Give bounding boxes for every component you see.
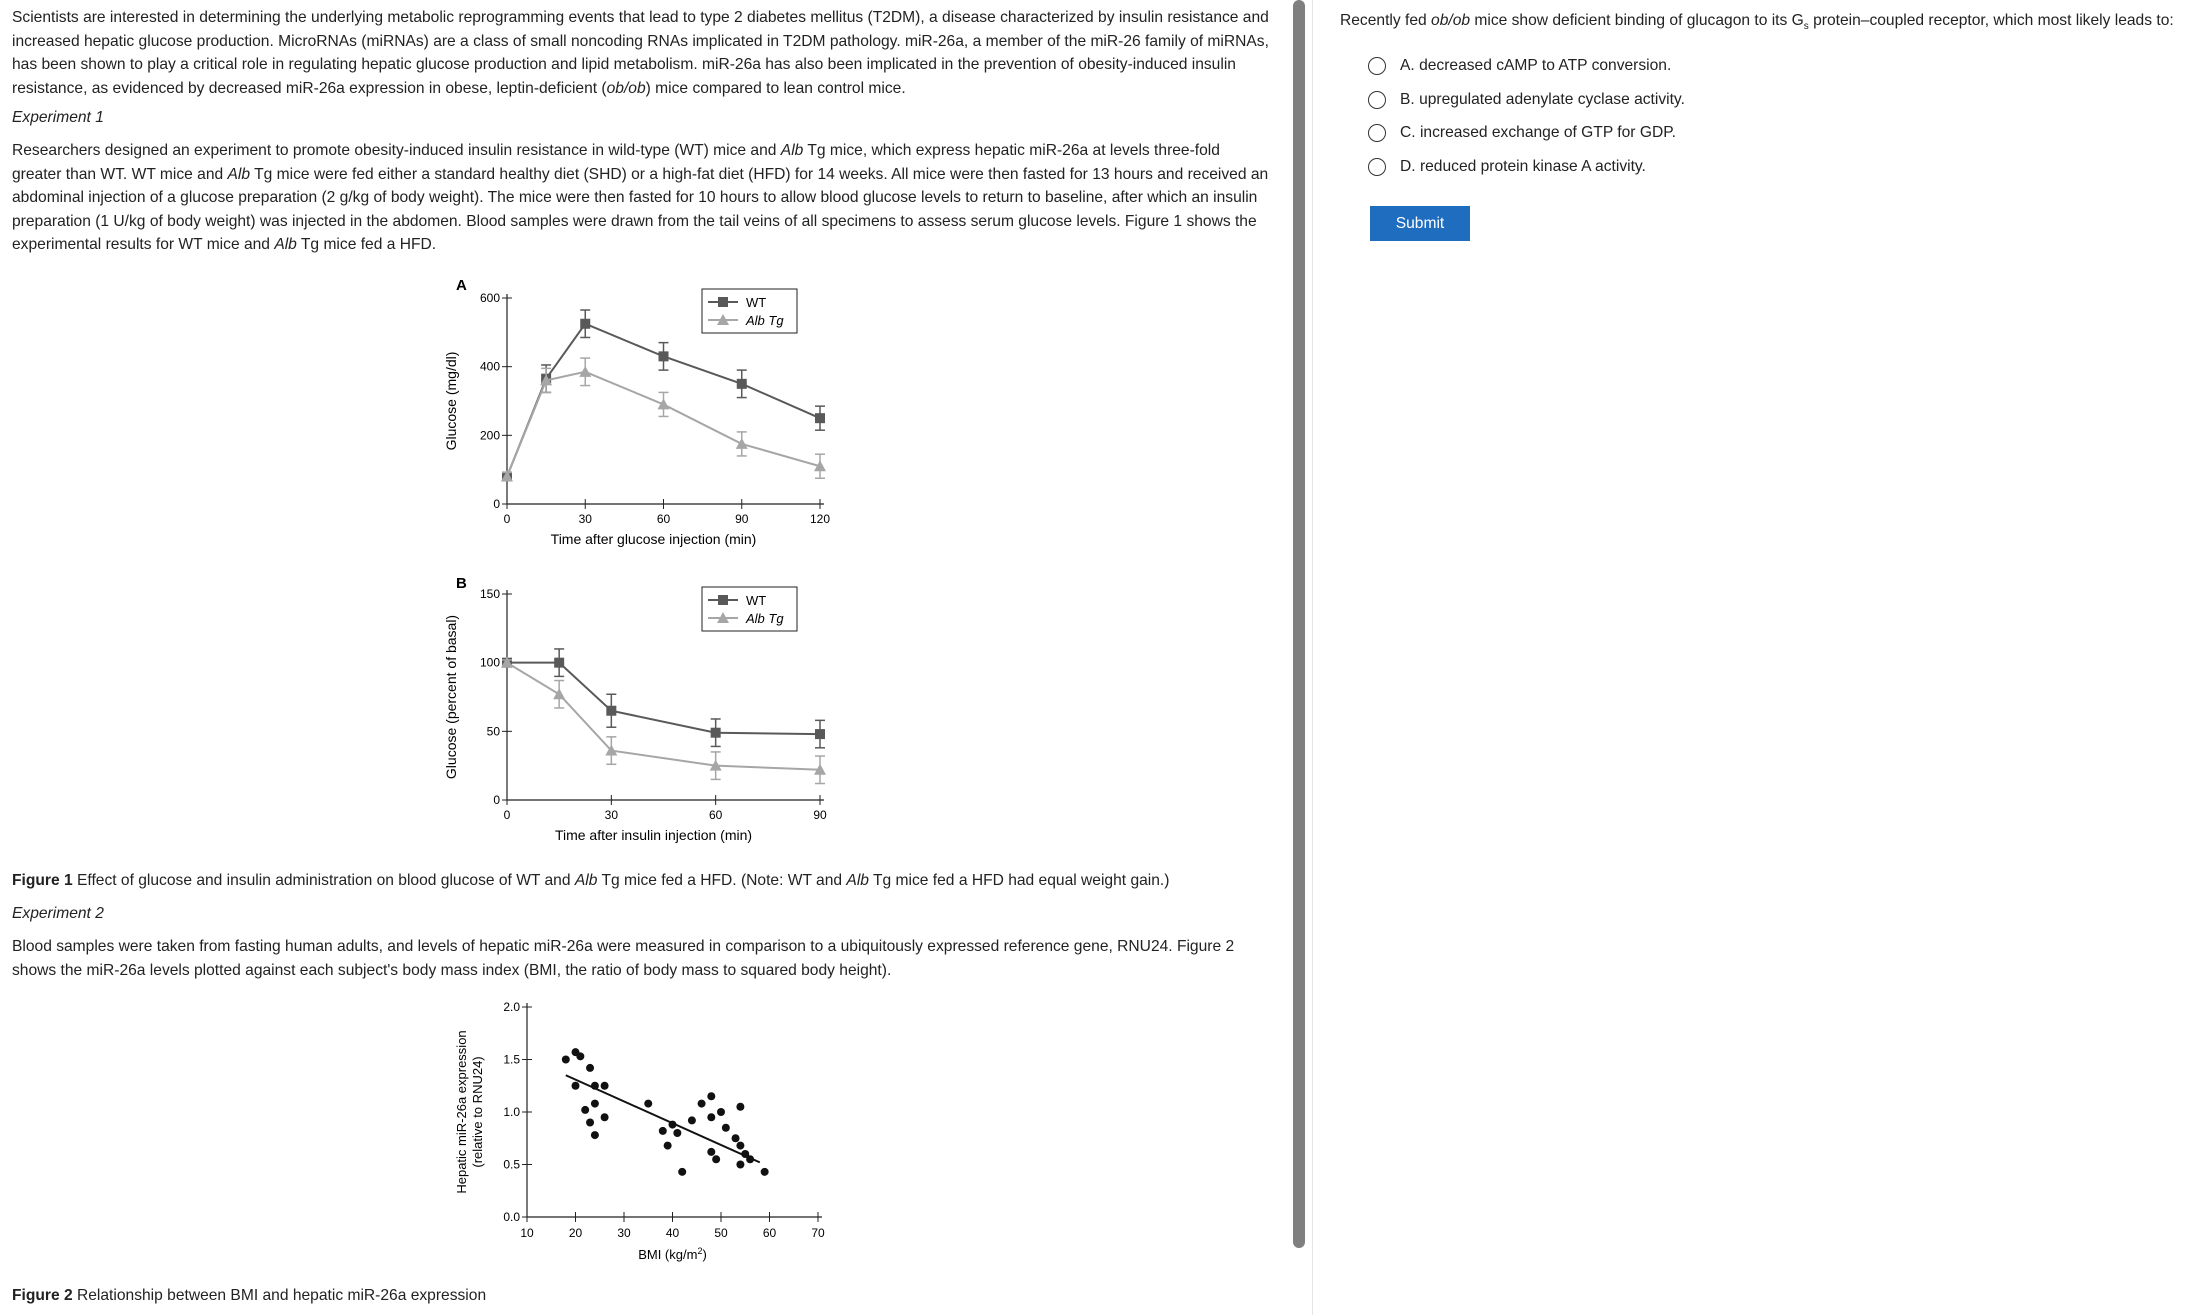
pane-border [1312,0,1313,1315]
option-b[interactable] [1368,87,1685,113]
x-axis-label: Time after glucose injection (min) [550,531,757,547]
data-point [707,1148,715,1156]
submit-button[interactable]: Submit [1370,206,1470,241]
radio-c[interactable] [1368,124,1386,142]
y-tick-label: 50 [486,724,500,739]
data-point [576,1052,584,1060]
data-point [678,1168,686,1176]
data-point [579,366,591,377]
data-point [712,1155,720,1163]
pane-splitter[interactable] [1293,0,1305,1248]
option-c[interactable] [1368,120,1676,146]
x-tick-label: 30 [578,512,592,526]
figure-1-caption-text: Effect of glucose and insulin administration on blood glucose of WT and Alb Tg mice fed a HFD. (Note: WT and Alb Tg mice fed a HFD had equal weight gain.) [72,872,1170,889]
data-point [737,379,747,389]
data-point [722,1124,730,1132]
option-d-text: reduced protein kinase A activity. [1419,158,1646,175]
y-tick-label: 1.0 [503,1105,520,1119]
data-point [580,319,590,329]
legend-marker [718,595,728,605]
experiment-1-paragraph: Researchers designed an experiment to promote obesity-induced insulin resistance in wild-type (WT) mice and Alb Tg mice, which express hepatic miR-26a at levels three-fold greater than WT. WT mice and Alb Tg mice were fed either a standard healthy diet (SHD) or a high-fat diet (HFD) for 14 weeks. All mice were then fasted for 13 hours and received an abdominal injection of a glucose preparation (2 g/kg of body weight). The mice were then fasted for 10 hours to allow blood glucose levels to return to baseline, after which an insulin preparation (1 U/kg of body weight) was injected in the abdomen. Blood samples were drawn from the tail veins of all specimens to assess serum glucose levels. Figure 1 shows the experimental results for WT mice and Alb Tg mice fed a HFD. [12,142,1269,253]
data-point [591,1131,599,1139]
data-point [736,1161,744,1169]
figure-2-label: Figure 2 [12,1287,73,1304]
x-tick-label: 60 [708,808,723,822]
legend-label: WT [746,295,767,310]
data-point [601,1113,609,1121]
figure-2-caption-text: Relationship between BMI and hepatic miR-26a expression [72,1287,487,1304]
data-point [688,1116,696,1124]
data-point [553,688,565,699]
data-point [572,1082,580,1090]
data-point [707,1113,715,1121]
data-point [736,438,748,449]
experiment-1-heading: Experiment 1 [12,109,104,126]
question-stem: Recently fed ob/ob mice show deficient binding of glucagon to its $G_s$ protein–coupled receptor, which most likely leads to: [1340,12,2174,33]
option-a-text: decreased cAMP to ATP conversion. [1419,57,1672,74]
figure-1-caption [12,870,1169,892]
figure-1-label: Figure 1 [12,872,73,889]
option-b-letter: B. [1400,91,1415,108]
data-point [586,1064,594,1072]
data-point [581,1106,589,1114]
data-point [698,1100,706,1108]
y-axis-label-unit: (relative to RNU24) [470,1056,485,1168]
x-axis-label: Time after insulin injection (min) [554,827,753,843]
data-point [717,1108,725,1116]
x-tick-label: 60 [656,512,671,526]
x-tick-label: 30 [617,1226,631,1240]
option-a-letter: A. [1400,57,1415,74]
x-tick-label: 20 [568,1226,583,1240]
x-tick-label: 0 [503,808,511,822]
data-point [601,1082,609,1090]
y-tick-label: 0 [493,793,500,807]
figure-2-caption [12,1285,486,1307]
radio-b[interactable] [1368,91,1386,109]
data-point [659,1127,667,1135]
option-b-text: upregulated adenylate cyclase activity. [1419,91,1685,108]
option-d-letter: D. [1400,158,1416,175]
data-point [644,1100,652,1108]
data-point [659,351,669,361]
figure-1b-chart [440,570,860,860]
data-point [554,658,564,668]
x-tick-label: 10 [520,1226,534,1240]
data-point [562,1056,570,1064]
data-point [591,1100,599,1108]
y-tick-label: 1.5 [503,1052,520,1067]
y-axis-label: Glucose (mg/dl) [443,351,459,451]
x-tick-label: 30 [604,808,619,822]
data-point [761,1168,769,1176]
data-point [711,728,721,738]
y-axis-label: Hepatic miR-26a expression [454,1030,469,1194]
data-point [707,1092,715,1100]
y-tick-label: 400 [479,359,500,374]
x-tick-label: 60 [762,1226,777,1240]
option-c-letter: C. [1400,124,1416,141]
legend-marker [718,297,728,307]
x-axis-label: BMI $(kg/m^2)$ [638,1246,707,1262]
x-tick-label: 90 [735,512,749,526]
y-tick-label: 0 [493,497,500,511]
data-point [815,729,825,739]
series-line [507,663,820,770]
y-tick-label: 600 [479,291,500,305]
legend-label: Alb Tg [746,611,784,626]
option-c-text: increased exchange of GTP for GDP. [1419,124,1676,141]
trend-line [566,1075,760,1162]
x-tick-label: 70 [811,1226,825,1240]
radio-a[interactable] [1368,57,1386,75]
y-tick-label: 0.0 [503,1210,520,1224]
experiment-2-heading: Experiment 2 [12,905,104,922]
panel-label: A [456,277,467,294]
figure-1a-chart [440,272,860,562]
option-d[interactable] [1368,154,1646,180]
y-tick-label: 200 [479,428,500,443]
experiment-2-paragraph: Blood samples were taken from fasting human adults, and levels of hepatic miR-26a were measured in comparison to a ubiquitously expressed reference gene, RNU24. Figure 2 shows the miR-26a levels plotted against each subject's body mass index (BMI, the ratio of body mass to squared body height). [12,938,1235,979]
data-point [673,1129,681,1137]
data-point [586,1119,594,1127]
data-point [815,413,825,423]
legend-label: Alb Tg [746,313,784,328]
data-point [606,706,616,716]
radio-d[interactable] [1368,158,1386,176]
y-tick-label: 150 [479,587,500,601]
y-axis-label: Glucose (percent of basal) [443,614,459,780]
x-tick-label: 90 [813,808,827,822]
x-tick-label: 50 [714,1226,728,1240]
data-point [736,1142,744,1150]
data-point [732,1134,740,1142]
y-tick-label: 100 [479,655,500,670]
intro-paragraph: Scientists are interested in determining the underlying metabolic reprogramming events that lead to type 2 diabetes mellitus (T2DM), a disease characterized by insulin resistance and increased hepatic glucose production. MicroRNAs (miRNAs) are a class of small noncoding RNAs implicated in T2DM pathology. miR-26a, a member of the miR-26 family of miRNAs, has been shown to play a critical role in regulating hepatic glucose production and lipid metabolism. miR-26a has also been implicated in the prevention of obesity-induced insulin resistance, as evidenced by decreased miR-26a expression in obese, leptin-deficient (ob/ob) mice compared to lean control mice. [12,9,1269,97]
question-pane [1340,0,2210,1315]
data-point [664,1142,672,1150]
option-a[interactable] [1368,53,1671,79]
panel-label: B [456,575,467,592]
x-tick-label: 0 [503,512,511,526]
x-tick-label: 40 [665,1226,680,1240]
legend-label: WT [746,593,767,608]
y-tick-label: 0.5 [503,1157,520,1172]
x-tick-label: 120 [809,512,831,526]
figure-2-chart [440,995,860,1275]
unit-superscript: 2 [697,1246,703,1256]
y-tick-label: 2.0 [503,1000,520,1014]
data-point [736,1103,744,1111]
series-line [507,372,820,477]
data-point [658,398,670,409]
